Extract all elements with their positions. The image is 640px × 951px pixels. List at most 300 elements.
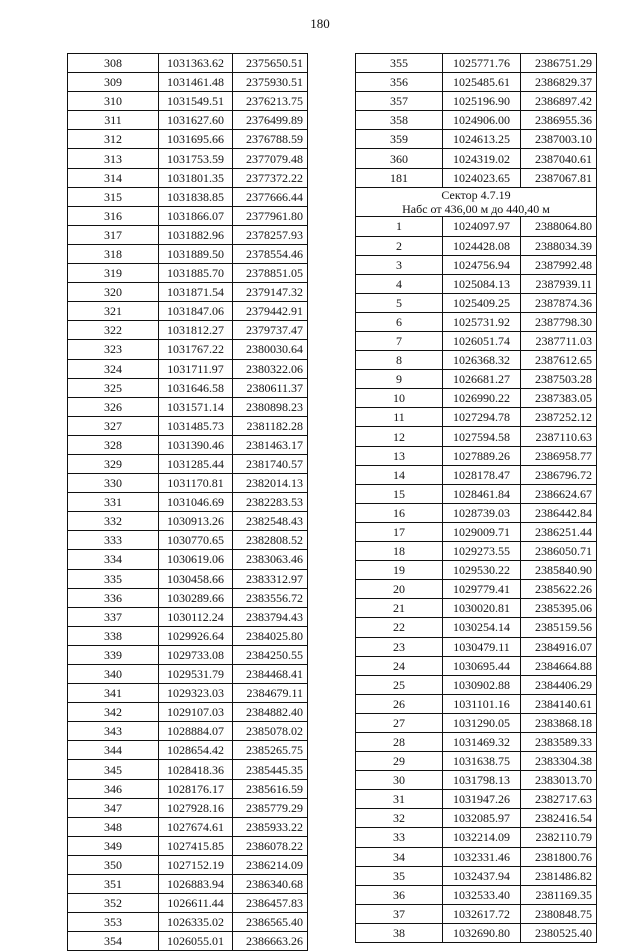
y-coordinate-cell: 2384664.88 bbox=[521, 656, 597, 675]
table-row bbox=[68, 607, 308, 626]
x-coordinate-cell: 1031485.73 bbox=[159, 416, 233, 435]
x-coordinate-cell: 1024756.94 bbox=[443, 255, 521, 274]
y-coordinate-cell: 2386565.40 bbox=[233, 913, 308, 932]
x-coordinate-cell: 1026681.27 bbox=[443, 370, 521, 389]
x-coordinate-cell: 1026335.02 bbox=[159, 913, 233, 932]
x-coordinate-cell: 1024023.65 bbox=[443, 168, 521, 187]
table-row bbox=[68, 665, 308, 684]
point-number-cell: 9 bbox=[356, 370, 443, 389]
x-coordinate-cell: 1032533.40 bbox=[443, 885, 521, 904]
point-number-cell: 5 bbox=[356, 293, 443, 312]
point-number-cell: 351 bbox=[68, 875, 159, 894]
table-row bbox=[356, 54, 597, 73]
y-coordinate-cell: 2385933.22 bbox=[233, 817, 308, 836]
table-row bbox=[356, 427, 597, 446]
table-row bbox=[356, 446, 597, 465]
point-number-cell: 6 bbox=[356, 312, 443, 331]
point-number-cell: 3 bbox=[356, 255, 443, 274]
y-coordinate-cell: 2383794.43 bbox=[233, 607, 308, 626]
table-row bbox=[356, 522, 597, 541]
point-number-cell: 348 bbox=[68, 817, 159, 836]
x-coordinate-cell: 1029733.08 bbox=[159, 645, 233, 664]
point-number-cell: 30 bbox=[356, 771, 443, 790]
point-number-cell: 34 bbox=[356, 847, 443, 866]
y-coordinate-cell: 2385159.56 bbox=[521, 618, 597, 637]
point-number-cell: 12 bbox=[356, 427, 443, 446]
table-row bbox=[68, 321, 308, 340]
x-coordinate-cell: 1025771.76 bbox=[443, 54, 521, 73]
y-coordinate-cell: 2387110.63 bbox=[521, 427, 597, 446]
x-coordinate-cell: 1029530.22 bbox=[443, 561, 521, 580]
y-coordinate-cell: 2379442.91 bbox=[233, 302, 308, 321]
table-row bbox=[356, 637, 597, 656]
y-coordinate-cell: 2386340.68 bbox=[233, 875, 308, 894]
point-number-cell: 352 bbox=[68, 894, 159, 913]
x-coordinate-cell: 1032085.97 bbox=[443, 809, 521, 828]
point-number-cell: 23 bbox=[356, 637, 443, 656]
y-coordinate-cell: 2386251.44 bbox=[521, 522, 597, 541]
y-coordinate-cell: 2376499.89 bbox=[233, 111, 308, 130]
x-coordinate-cell: 1030289.66 bbox=[159, 588, 233, 607]
x-coordinate-cell: 1029531.79 bbox=[159, 665, 233, 684]
point-number-cell: 22 bbox=[356, 618, 443, 637]
point-number-cell: 13 bbox=[356, 446, 443, 465]
y-coordinate-cell: 2378851.05 bbox=[233, 264, 308, 283]
x-coordinate-cell: 1025196.90 bbox=[443, 92, 521, 111]
point-number-cell: 18 bbox=[356, 542, 443, 561]
point-number-cell: 341 bbox=[68, 684, 159, 703]
x-coordinate-cell: 1029926.64 bbox=[159, 626, 233, 645]
x-coordinate-cell: 1031711.97 bbox=[159, 359, 233, 378]
table-row bbox=[68, 168, 308, 187]
y-coordinate-cell: 2383013.70 bbox=[521, 771, 597, 790]
x-coordinate-cell: 1031549.51 bbox=[159, 92, 233, 111]
table-row bbox=[356, 847, 597, 866]
y-coordinate-cell: 2387798.30 bbox=[521, 312, 597, 331]
x-coordinate-cell: 1029273.55 bbox=[443, 542, 521, 561]
x-coordinate-cell: 1031866.07 bbox=[159, 206, 233, 225]
y-coordinate-cell: 2381169.35 bbox=[521, 885, 597, 904]
table-row bbox=[356, 312, 597, 331]
y-coordinate-cell: 2383868.18 bbox=[521, 713, 597, 732]
table-row bbox=[356, 923, 597, 942]
point-number-cell: 33 bbox=[356, 828, 443, 847]
x-coordinate-cell: 1025485.61 bbox=[443, 73, 521, 92]
table-row bbox=[356, 73, 597, 92]
table-row bbox=[356, 351, 597, 370]
y-coordinate-cell: 2386663.26 bbox=[233, 932, 308, 951]
y-coordinate-cell: 2376213.75 bbox=[233, 92, 308, 111]
x-coordinate-cell: 1028418.36 bbox=[159, 760, 233, 779]
point-number-cell: 344 bbox=[68, 741, 159, 760]
table-row bbox=[356, 580, 597, 599]
x-coordinate-cell: 1031469.32 bbox=[443, 732, 521, 751]
table-row bbox=[68, 359, 308, 378]
point-number-cell: 324 bbox=[68, 359, 159, 378]
table-row bbox=[68, 416, 308, 435]
point-number-cell: 16 bbox=[356, 503, 443, 522]
x-coordinate-cell: 1032690.80 bbox=[443, 923, 521, 942]
y-coordinate-cell: 2382283.53 bbox=[233, 493, 308, 512]
table-row bbox=[356, 484, 597, 503]
x-coordinate-cell: 1031767.22 bbox=[159, 340, 233, 359]
x-coordinate-cell: 1031882.96 bbox=[159, 225, 233, 244]
x-coordinate-cell: 1028176.17 bbox=[159, 779, 233, 798]
y-coordinate-cell: 2387067.81 bbox=[521, 168, 597, 187]
y-coordinate-cell: 2377666.44 bbox=[233, 187, 308, 206]
table-row bbox=[68, 760, 308, 779]
table-row bbox=[68, 645, 308, 664]
x-coordinate-cell: 1031627.60 bbox=[159, 111, 233, 130]
table-row bbox=[68, 302, 308, 321]
point-number-cell: 319 bbox=[68, 264, 159, 283]
point-number-cell: 32 bbox=[356, 809, 443, 828]
x-coordinate-cell: 1026051.74 bbox=[443, 332, 521, 351]
y-coordinate-cell: 2385622.26 bbox=[521, 580, 597, 599]
x-coordinate-cell: 1024428.08 bbox=[443, 236, 521, 255]
point-number-cell: 332 bbox=[68, 512, 159, 531]
point-number-cell: 20 bbox=[356, 580, 443, 599]
x-coordinate-cell: 1032331.46 bbox=[443, 847, 521, 866]
point-number-cell: 335 bbox=[68, 569, 159, 588]
point-number-cell: 326 bbox=[68, 397, 159, 416]
y-coordinate-cell: 2381463.17 bbox=[233, 435, 308, 454]
y-coordinate-cell: 2385265.75 bbox=[233, 741, 308, 760]
y-coordinate-cell: 2375650.51 bbox=[233, 54, 308, 73]
table-row bbox=[68, 54, 308, 73]
y-coordinate-cell: 2380611.37 bbox=[233, 378, 308, 397]
y-coordinate-cell: 2386796.72 bbox=[521, 465, 597, 484]
table-row bbox=[356, 752, 597, 771]
point-number-cell: 17 bbox=[356, 522, 443, 541]
x-coordinate-cell: 1024319.02 bbox=[443, 149, 521, 168]
x-coordinate-cell: 1028739.03 bbox=[443, 503, 521, 522]
x-coordinate-cell: 1027928.16 bbox=[159, 798, 233, 817]
y-coordinate-cell: 2388034.39 bbox=[521, 236, 597, 255]
y-coordinate-cell: 2385445.35 bbox=[233, 760, 308, 779]
y-coordinate-cell: 2377961.80 bbox=[233, 206, 308, 225]
table-row bbox=[68, 836, 308, 855]
y-coordinate-cell: 2382717.63 bbox=[521, 790, 597, 809]
point-number-cell: 349 bbox=[68, 836, 159, 855]
table-row bbox=[356, 255, 597, 274]
point-number-cell: 29 bbox=[356, 752, 443, 771]
y-coordinate-cell: 2387003.10 bbox=[521, 130, 597, 149]
x-coordinate-cell: 1028178.47 bbox=[443, 465, 521, 484]
point-number-cell: 36 bbox=[356, 885, 443, 904]
y-coordinate-cell: 2379737.47 bbox=[233, 321, 308, 340]
x-coordinate-cell: 1032617.72 bbox=[443, 904, 521, 923]
y-coordinate-cell: 2377372.22 bbox=[233, 168, 308, 187]
section-header-row bbox=[356, 187, 597, 217]
point-number-cell: 329 bbox=[68, 454, 159, 473]
y-coordinate-cell: 2383063.46 bbox=[233, 550, 308, 569]
x-coordinate-cell: 1031871.54 bbox=[159, 283, 233, 302]
table-row bbox=[356, 904, 597, 923]
table-row bbox=[356, 217, 597, 236]
table-row bbox=[68, 187, 308, 206]
y-coordinate-cell: 2384406.29 bbox=[521, 675, 597, 694]
x-coordinate-cell: 1031838.85 bbox=[159, 187, 233, 206]
y-coordinate-cell: 2380030.64 bbox=[233, 340, 308, 359]
table-row bbox=[68, 130, 308, 149]
y-coordinate-cell: 2377079.48 bbox=[233, 149, 308, 168]
table-row bbox=[68, 875, 308, 894]
y-coordinate-cell: 2384250.55 bbox=[233, 645, 308, 664]
point-number-cell: 311 bbox=[68, 111, 159, 130]
x-coordinate-cell: 1027415.85 bbox=[159, 836, 233, 855]
x-coordinate-cell: 1028461.84 bbox=[443, 484, 521, 503]
table-row bbox=[356, 809, 597, 828]
table-row bbox=[68, 684, 308, 703]
y-coordinate-cell: 2381182.28 bbox=[233, 416, 308, 435]
y-coordinate-cell: 2383312.97 bbox=[233, 569, 308, 588]
x-coordinate-cell: 1031290.05 bbox=[443, 713, 521, 732]
y-coordinate-cell: 2383556.72 bbox=[233, 588, 308, 607]
x-coordinate-cell: 1026611.44 bbox=[159, 894, 233, 913]
table-row bbox=[356, 111, 597, 130]
table-row bbox=[68, 244, 308, 263]
x-coordinate-cell: 1031847.06 bbox=[159, 302, 233, 321]
y-coordinate-cell: 2382808.52 bbox=[233, 531, 308, 550]
table-row bbox=[68, 913, 308, 932]
table-row bbox=[356, 274, 597, 293]
y-coordinate-cell: 2387939.11 bbox=[521, 274, 597, 293]
point-number-cell: 10 bbox=[356, 389, 443, 408]
y-coordinate-cell: 2380898.23 bbox=[233, 397, 308, 416]
x-coordinate-cell: 1029009.71 bbox=[443, 522, 521, 541]
point-number-cell: 327 bbox=[68, 416, 159, 435]
y-coordinate-cell: 2384140.61 bbox=[521, 694, 597, 713]
point-number-cell: 339 bbox=[68, 645, 159, 664]
x-coordinate-cell: 1024906.00 bbox=[443, 111, 521, 130]
y-coordinate-cell: 2384679.11 bbox=[233, 684, 308, 703]
point-number-cell: 312 bbox=[68, 130, 159, 149]
x-coordinate-cell: 1029779.41 bbox=[443, 580, 521, 599]
point-number-cell: 11 bbox=[356, 408, 443, 427]
point-number-cell: 27 bbox=[356, 713, 443, 732]
y-coordinate-cell: 2380848.75 bbox=[521, 904, 597, 923]
table-row bbox=[68, 340, 308, 359]
x-coordinate-cell: 1027594.58 bbox=[443, 427, 521, 446]
x-coordinate-cell: 1031101.16 bbox=[443, 694, 521, 713]
point-number-cell: 24 bbox=[356, 656, 443, 675]
x-coordinate-cell: 1031638.75 bbox=[443, 752, 521, 771]
table-row bbox=[356, 503, 597, 522]
table-row bbox=[356, 561, 597, 580]
y-coordinate-cell: 2386955.36 bbox=[521, 111, 597, 130]
point-number-cell: 360 bbox=[356, 149, 443, 168]
point-number-cell: 181 bbox=[356, 168, 443, 187]
table-row bbox=[356, 866, 597, 885]
y-coordinate-cell: 2380525.40 bbox=[521, 923, 597, 942]
x-coordinate-cell: 1025731.92 bbox=[443, 312, 521, 331]
table-row bbox=[68, 798, 308, 817]
table-row bbox=[356, 885, 597, 904]
x-coordinate-cell: 1025084.13 bbox=[443, 274, 521, 293]
x-coordinate-cell: 1030458.66 bbox=[159, 569, 233, 588]
table-row bbox=[356, 149, 597, 168]
x-coordinate-cell: 1031170.81 bbox=[159, 474, 233, 493]
point-number-cell: 35 bbox=[356, 866, 443, 885]
point-number-cell: 330 bbox=[68, 474, 159, 493]
point-number-cell: 15 bbox=[356, 484, 443, 503]
x-coordinate-cell: 1030254.14 bbox=[443, 618, 521, 637]
x-coordinate-cell: 1030479.11 bbox=[443, 637, 521, 656]
point-number-cell: 342 bbox=[68, 703, 159, 722]
table-row bbox=[68, 493, 308, 512]
table-row bbox=[356, 790, 597, 809]
table-row bbox=[356, 130, 597, 149]
x-coordinate-cell: 1027152.19 bbox=[159, 855, 233, 874]
point-number-cell: 325 bbox=[68, 378, 159, 397]
table-row bbox=[68, 225, 308, 244]
x-coordinate-cell: 1031363.62 bbox=[159, 54, 233, 73]
table-row bbox=[68, 703, 308, 722]
coordinates-table-left bbox=[67, 53, 308, 951]
y-coordinate-cell: 2381740.57 bbox=[233, 454, 308, 473]
y-coordinate-cell: 2378554.46 bbox=[233, 244, 308, 263]
point-number-cell: 323 bbox=[68, 340, 159, 359]
y-coordinate-cell: 2378257.93 bbox=[233, 225, 308, 244]
y-coordinate-cell: 2381486.82 bbox=[521, 866, 597, 885]
y-coordinate-cell: 2385840.90 bbox=[521, 561, 597, 580]
table-row bbox=[356, 599, 597, 618]
point-number-cell: 310 bbox=[68, 92, 159, 111]
coordinates-table-left-body bbox=[68, 54, 308, 951]
table-row bbox=[68, 779, 308, 798]
table-row bbox=[356, 92, 597, 111]
x-coordinate-cell: 1031046.69 bbox=[159, 493, 233, 512]
point-number-cell: 26 bbox=[356, 694, 443, 713]
x-coordinate-cell: 1030913.26 bbox=[159, 512, 233, 531]
y-coordinate-cell: 2382014.13 bbox=[233, 474, 308, 493]
point-number-cell: 328 bbox=[68, 435, 159, 454]
x-coordinate-cell: 1032437.94 bbox=[443, 866, 521, 885]
x-coordinate-cell: 1024097.97 bbox=[443, 217, 521, 236]
table-row bbox=[356, 465, 597, 484]
point-number-cell: 37 bbox=[356, 904, 443, 923]
x-coordinate-cell: 1031571.14 bbox=[159, 397, 233, 416]
x-coordinate-cell: 1031889.50 bbox=[159, 244, 233, 263]
table-row bbox=[356, 293, 597, 312]
point-number-cell: 314 bbox=[68, 168, 159, 187]
point-number-cell: 320 bbox=[68, 283, 159, 302]
y-coordinate-cell: 2386897.42 bbox=[521, 92, 597, 111]
x-coordinate-cell: 1030770.65 bbox=[159, 531, 233, 550]
x-coordinate-cell: 1031461.48 bbox=[159, 73, 233, 92]
table-row bbox=[68, 435, 308, 454]
table-row bbox=[68, 626, 308, 645]
section-header bbox=[356, 187, 597, 217]
x-coordinate-cell: 1030112.24 bbox=[159, 607, 233, 626]
x-coordinate-cell: 1029323.03 bbox=[159, 684, 233, 703]
point-number-cell: 31 bbox=[356, 790, 443, 809]
table-row bbox=[68, 512, 308, 531]
table-row bbox=[356, 370, 597, 389]
x-coordinate-cell: 1027674.61 bbox=[159, 817, 233, 836]
point-number-cell: 309 bbox=[68, 73, 159, 92]
y-coordinate-cell: 2376788.59 bbox=[233, 130, 308, 149]
table-row bbox=[356, 542, 597, 561]
table-row bbox=[68, 73, 308, 92]
y-coordinate-cell: 2386078.22 bbox=[233, 836, 308, 855]
y-coordinate-cell: 2384882.40 bbox=[233, 703, 308, 722]
x-coordinate-cell: 1030020.81 bbox=[443, 599, 521, 618]
y-coordinate-cell: 2379147.32 bbox=[233, 283, 308, 302]
table-row bbox=[68, 894, 308, 913]
table-row bbox=[356, 618, 597, 637]
x-coordinate-cell: 1031390.46 bbox=[159, 435, 233, 454]
point-number-cell: 19 bbox=[356, 561, 443, 580]
table-row bbox=[68, 588, 308, 607]
x-coordinate-cell: 1031801.35 bbox=[159, 168, 233, 187]
y-coordinate-cell: 2386050.71 bbox=[521, 542, 597, 561]
table-row bbox=[356, 408, 597, 427]
y-coordinate-cell: 2386624.67 bbox=[521, 484, 597, 503]
table-row bbox=[68, 397, 308, 416]
point-number-cell: 38 bbox=[356, 923, 443, 942]
point-number-cell: 338 bbox=[68, 626, 159, 645]
y-coordinate-cell: 2385616.59 bbox=[233, 779, 308, 798]
table-row bbox=[356, 332, 597, 351]
point-number-cell: 317 bbox=[68, 225, 159, 244]
point-number-cell: 315 bbox=[68, 187, 159, 206]
y-coordinate-cell: 2388064.80 bbox=[521, 217, 597, 236]
y-coordinate-cell: 2383304.38 bbox=[521, 752, 597, 771]
point-number-cell: 336 bbox=[68, 588, 159, 607]
point-number-cell: 4 bbox=[356, 274, 443, 293]
x-coordinate-cell: 1027889.26 bbox=[443, 446, 521, 465]
x-coordinate-cell: 1031753.59 bbox=[159, 149, 233, 168]
y-coordinate-cell: 2387383.05 bbox=[521, 389, 597, 408]
x-coordinate-cell: 1027294.78 bbox=[443, 408, 521, 427]
y-coordinate-cell: 2387252.12 bbox=[521, 408, 597, 427]
y-coordinate-cell: 2380322.06 bbox=[233, 359, 308, 378]
x-coordinate-cell: 1031695.66 bbox=[159, 130, 233, 149]
y-coordinate-cell: 2375930.51 bbox=[233, 73, 308, 92]
point-number-cell: 7 bbox=[356, 332, 443, 351]
x-coordinate-cell: 1025409.25 bbox=[443, 293, 521, 312]
point-number-cell: 353 bbox=[68, 913, 159, 932]
table-row bbox=[68, 378, 308, 397]
table-row bbox=[356, 389, 597, 408]
table-row bbox=[356, 168, 597, 187]
x-coordinate-cell: 1032214.09 bbox=[443, 828, 521, 847]
point-number-cell: 25 bbox=[356, 675, 443, 694]
point-number-cell: 28 bbox=[356, 732, 443, 751]
y-coordinate-cell: 2387874.36 bbox=[521, 293, 597, 312]
y-coordinate-cell: 2387503.28 bbox=[521, 370, 597, 389]
y-coordinate-cell: 2384468.41 bbox=[233, 665, 308, 684]
table-row bbox=[356, 675, 597, 694]
page-number: 180 bbox=[310, 16, 330, 31]
x-coordinate-cell: 1030695.44 bbox=[443, 656, 521, 675]
point-number-cell: 354 bbox=[68, 932, 159, 951]
x-coordinate-cell: 1024613.25 bbox=[443, 130, 521, 149]
table-row bbox=[68, 454, 308, 473]
table-row bbox=[68, 474, 308, 493]
y-coordinate-cell: 2387711.03 bbox=[521, 332, 597, 351]
table-row bbox=[68, 932, 308, 951]
y-coordinate-cell: 2386457.83 bbox=[233, 894, 308, 913]
point-number-cell: 2 bbox=[356, 236, 443, 255]
x-coordinate-cell: 1026990.22 bbox=[443, 389, 521, 408]
point-number-cell: 357 bbox=[356, 92, 443, 111]
table-row bbox=[356, 236, 597, 255]
x-coordinate-cell: 1030902.88 bbox=[443, 675, 521, 694]
x-coordinate-cell: 1031812.27 bbox=[159, 321, 233, 340]
